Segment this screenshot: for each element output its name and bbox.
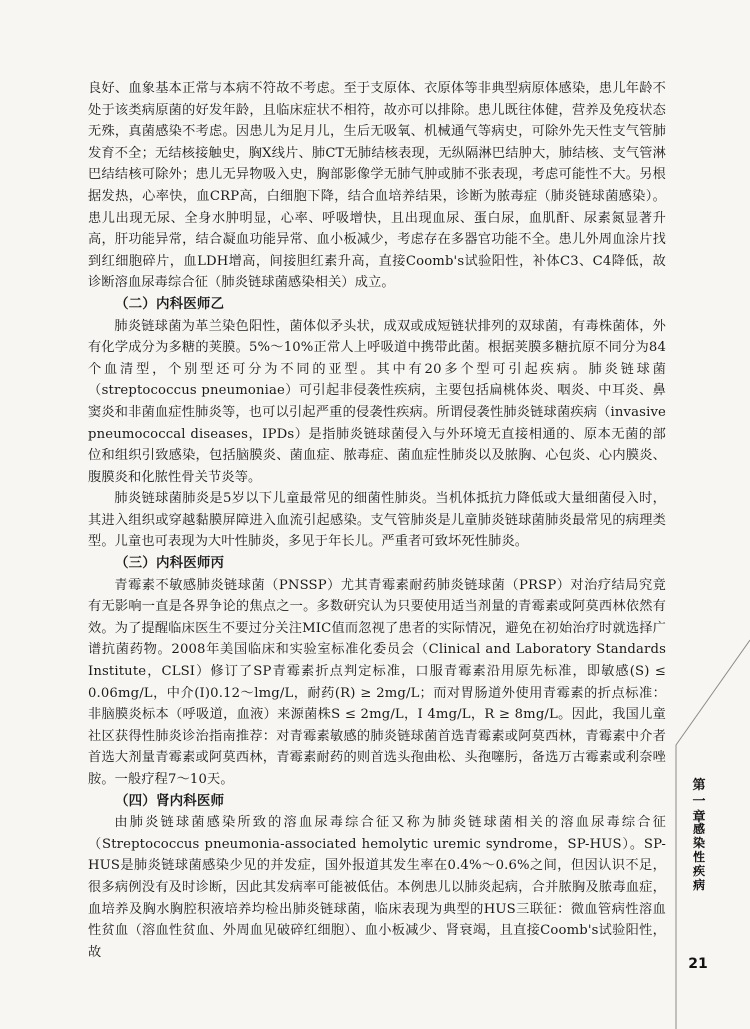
section-heading-doctor-b: （二）内科医师乙	[115, 295, 225, 312]
section-heading-nephrologist: （四）肾内科医师	[115, 792, 225, 809]
paragraph-doctor-b-1: 肺炎链球菌为革兰染色阳性，菌体似矛头状，成双或成短链状排列的双球菌，有毒株菌体，外有化学成分为多糖的荚膜。5%～10%正常人上呼吸道中携带此菌。根据荚膜多糖抗原不同分为84个血清型，个别型还可分为不同的亚型。其中有20多个型可引起疾病。肺炎链球菌（streptococcus pneumoniae）可引起非侵袭性疾病，主要包括扁桃体炎、咽炎、中耳炎、鼻窦炎和非菌血症性肺炎等，也可以引起严重的侵袭性疾病。所谓侵袭性肺炎链球菌疾病（invasive pneumococcal diseases，IPDs）是指肺炎链球菌侵入与外环境无直接相通的、原本无菌的部位和组织引致感染，包括脑膜炎、菌血症、脓毒症、菌血症性肺炎以及脓胸、心包炎、心内膜炎、腹膜炎和化脓性骨关节炎等。	[88, 318, 666, 485]
page-number: 21	[688, 956, 708, 972]
paragraph-doctor-c: 青霉素不敏感肺炎链球菌（PNSSP）尤其青霉素耐药肺炎链球菌（PRSP）对治疗结局究竟有无影响一直是各界争论的焦点之一。多数研究认为只要使用适当剂量的青霉素或阿莫西林依然有效。为了提醒临床医生不要过分关注MIC值而忽视了患者的实际情况，避免在初始治疗时就选择广谱抗菌药物。2008年美国临床和实验室标准化委员会（Clinical and Laboratory Standards Institute，CLSI）修订了SP青霉素折点判定标准，口服青霉素沿用原先标准，即敏感(S) ≤ 0.06mg/L，中介(I)0.12～lmg/L，耐药(R) ≥ 2mg/L；而对胃肠道外使用青霉素的折点标准：非脑膜炎标本（呼吸道，血液）来源菌株S ≤ 2mg/L，I 4mg/L，R ≥ 8mg/L。因此，我国儿童社区获得性肺炎诊治指南推荐：对青霉素敏感的肺炎链球菌首选青霉素或阿莫西林，青霉素中介者首选大剂量青霉素或阿莫西林，青霉素耐药的则首选头孢曲松、头孢噻肟，备选万古霉素或利奈唑胺。一般疗程7～10天。	[88, 577, 666, 787]
paragraph-doctor-b-2: 肺炎链球菌肺炎是5岁以下儿童最常见的细菌性肺炎。当机体抵抗力降低或大量细菌侵入时，其进入组织或穿越黏膜屏障进入血流引起感染。支气管肺炎是儿童肺炎链球菌肺炎最常见的病理类型。儿童也可表现为大叶性肺炎，多见于年长儿。严重者可致坏死性肺炎。	[88, 491, 666, 550]
section-label: 感 染 性 疾 病	[692, 822, 705, 892]
chapter-label: 第 一 章	[692, 778, 706, 825]
section-heading-doctor-c: （三）内科医师丙	[115, 555, 225, 572]
paragraph-nephrologist: 由肺炎链球菌感染所致的溶血尿毒综合征又称为肺炎链球菌相关的溶血尿毒综合征（Streptococcus pneumonia-associated hemolytic uremic syndrome，SP-HUS）。SP-HUS是肺炎链球菌感染少见的并发症，国外报道其发生率在0.4%～0.6%之间，但因认识不足，很多病例没有及时诊断，因此其发病率可能被低估。本例患儿以肺炎起病，合并脓胸及脓毒血症，血培养及胸水胸腔积液培养均检出肺炎链球菌，临床表现为典型的HUS三联征：微血管病性溶血性贫血（溶血性贫血、外周血见破碎红细胞）、血小板减少、肾衰竭，且直接Coomb's试验阳性，故	[88, 815, 666, 960]
paragraph-intro: 良好、血象基本正常与本病不符故不考虑。至于支原体、衣原体等非典型病原体感染，患儿年龄不处于该类病原菌的好发年龄，且临床症状不相符，故亦可以排除。患儿既往体健，营养及免疫状态无殊，真菌感染不考虑。因患儿为足月儿，生后无吸氧、机械通气等病史，可除外先天性支气管肺发育不全；无结核接触史，胸X线片、肺CT无肺结核表现，无纵隔淋巴结肿大，肺结核、支气管淋巴结结核可除外；患儿无异物吸入史，胸部影像学无肺气肿或肺不张表现，考虑可能性不大。另根据发热，心率快，血CRP高，白细胞下降，结合血培养结果，诊断为脓毒症（肺炎链球菌感染）。患儿出现无尿、全身水肿明显，心率、呼吸增快，且出现血尿、蛋白尿，血肌酐、尿素氮显著升高，肝功能异常，结合凝血功能异常、血小板减少，考虑存在多器官功能不全。患儿外周血涂片找到红细胞碎片，血LDH增高，间接胆红素升高，直接Coomb's试验阳性，补体C3、C4降低，故诊断溶血尿毒综合征（肺炎链球菌感染相关）成立。	[88, 81, 666, 291]
